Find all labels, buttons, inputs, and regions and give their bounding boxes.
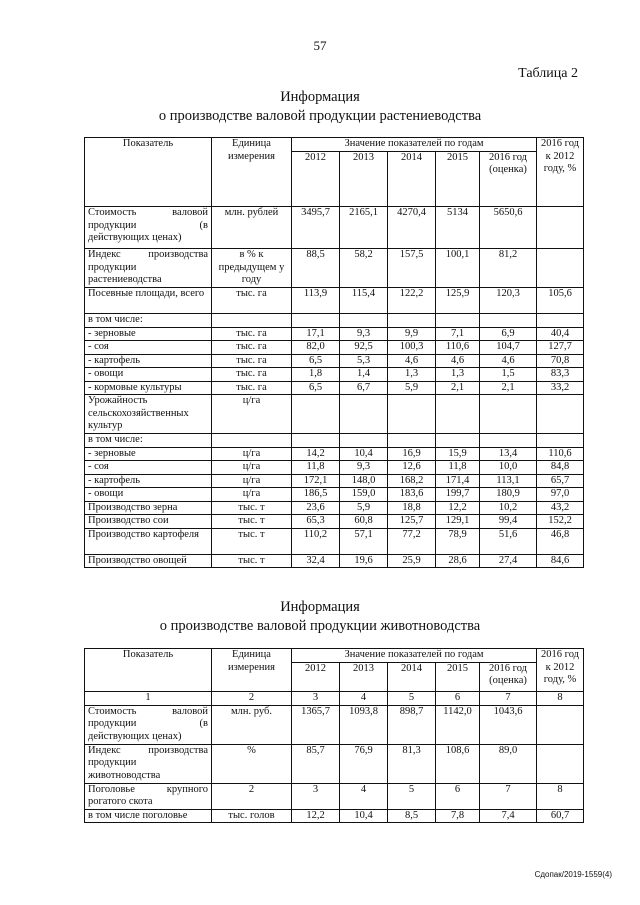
row-label: Стоимость валовой продукции (в действующих ценах) [85,705,212,744]
row-value [480,314,537,328]
table-row [85,461,584,475]
row-label: в том числе: [85,314,212,328]
row-value: 13,4 [480,447,537,461]
row-value [388,434,436,448]
row-value: 4,6 [436,354,480,368]
table-row [85,783,584,809]
row-value: 17,1 [292,327,340,341]
row-value: 12,2 [292,809,340,823]
row-unit: тыс. га [212,341,292,355]
row-unit: тыс. га [212,288,292,314]
table-row [85,488,584,502]
row-value: 6,9 [480,327,537,341]
plant-title-line2: о производстве валовой продукции растениеводства [158,108,482,124]
row-value: 5,3 [340,354,388,368]
row-value [436,314,480,328]
table-row [85,515,584,529]
plant-production-table [84,137,584,568]
row-unit: ц/га [212,474,292,488]
row-value: 10,2 [480,501,537,515]
row-value: 6,7 [340,381,388,395]
row-value: 129,1 [436,515,480,529]
row-value: 1093,8 [340,705,388,744]
row-label: Поголовье крупного рогатого скота [85,783,212,809]
row-value: 77,2 [388,528,436,554]
row-value: 5650,6 [480,207,537,249]
row-ratio: 84,8 [537,461,584,475]
row-unit: тыс. т [212,515,292,529]
table-row [85,381,584,395]
row-value: 89,0 [480,744,537,783]
row-value: 25,9 [388,554,436,568]
row-value: 10,4 [340,809,388,823]
row-label: - соя [85,461,212,475]
row-value: 78,9 [436,528,480,554]
row-value: 32,4 [292,554,340,568]
row-value: 8,5 [388,809,436,823]
row-value: 10,4 [340,447,388,461]
row-label: Производство овощей [85,554,212,568]
row-label: Индекс производства продукции животноводства [85,744,212,783]
plant-header-values-by-year: Значение показателей по годам [292,138,537,152]
row-value: 110,2 [292,528,340,554]
row-label: - картофель [85,474,212,488]
row-value: 100,3 [388,341,436,355]
row-value: 15,9 [436,447,480,461]
row-value: 9,9 [388,327,436,341]
row-value: 85,7 [292,744,340,783]
row-value: 1,4 [340,368,388,382]
column-number: 4 [340,692,388,706]
row-value: 125,9 [436,288,480,314]
row-value: 4270,4 [388,207,436,249]
animal-header-2013: 2013 [340,662,388,692]
row-value: 28,6 [436,554,480,568]
row-value: 14,2 [292,447,340,461]
row-value: 1142,0 [436,705,480,744]
plant-header-unit: Единица измерения [212,138,292,207]
row-value: 7 [480,783,537,809]
column-number: 7 [480,692,537,706]
row-value: 9,3 [340,327,388,341]
table-row [85,501,584,515]
row-value: 18,8 [388,501,436,515]
column-number: 1 [85,692,212,706]
row-value: 171,4 [436,474,480,488]
row-ratio [537,314,584,328]
row-value: 51,6 [480,528,537,554]
plant-header-ratio: 2016 год к 2012 году, % [537,138,584,207]
table-row [85,447,584,461]
row-value: 5134 [436,207,480,249]
plant-header-2013: 2013 [340,151,388,207]
row-value [388,314,436,328]
row-value: 110,6 [436,341,480,355]
animal-title-line2: о производстве валовой продукции животноводства [159,618,481,634]
row-value [436,395,480,434]
row-unit: тыс. га [212,327,292,341]
animal-header-2014: 2014 [388,662,436,692]
animal-title-line1: Информация [280,599,360,615]
column-number: 5 [388,692,436,706]
row-value: 6,5 [292,354,340,368]
row-ratio: 43,2 [537,501,584,515]
row-value: 58,2 [340,249,388,288]
row-ratio [537,705,584,744]
table-row [85,288,584,314]
row-value: 6,5 [292,381,340,395]
row-ratio: 84,6 [537,554,584,568]
row-unit: тыс. т [212,554,292,568]
row-value: 1,5 [480,368,537,382]
row-unit [212,314,292,328]
table-row [85,474,584,488]
row-value: 113,1 [480,474,537,488]
row-value: 57,1 [340,528,388,554]
table-row [85,809,584,823]
row-value [292,395,340,434]
row-value: 5,9 [340,501,388,515]
row-unit: % [212,744,292,783]
plant-header-2016-estimate: 2016 год (оценка) [480,151,537,207]
row-value: 1,8 [292,368,340,382]
row-value: 16,9 [388,447,436,461]
row-label: в том числе: [85,434,212,448]
row-label: Урожайность сельскохозяйственных культур [85,395,212,434]
row-ratio [537,207,584,249]
row-label: Производство сои [85,515,212,529]
animal-column-numbers-row [85,692,584,706]
row-value: 82,0 [292,341,340,355]
row-ratio: 33,2 [537,381,584,395]
row-value: 2,1 [436,381,480,395]
row-value: 148,0 [340,474,388,488]
row-value: 1043,6 [480,705,537,744]
row-value: 2165,1 [340,207,388,249]
table-row [85,744,584,783]
row-value: 115,4 [340,288,388,314]
row-unit: тыс. голов [212,809,292,823]
row-unit: тыс. т [212,528,292,554]
row-value: 12,6 [388,461,436,475]
row-ratio: 70,8 [537,354,584,368]
row-value: 92,5 [340,341,388,355]
animal-header-2015: 2015 [436,662,480,692]
table-label: Таблица 2 [518,66,578,81]
row-unit: млн. рублей [212,207,292,249]
row-value: 88,5 [292,249,340,288]
row-ratio [537,744,584,783]
row-label: - зерновые [85,447,212,461]
table-row [85,249,584,288]
table-row [85,528,584,554]
row-ratio: 60,7 [537,809,584,823]
row-value: 168,2 [388,474,436,488]
row-value: 3495,7 [292,207,340,249]
plant-header-2014: 2014 [388,151,436,207]
row-value: 5,9 [388,381,436,395]
row-value: 113,9 [292,288,340,314]
row-value: 180,9 [480,488,537,502]
row-unit: 2 [212,783,292,809]
row-ratio: 110,6 [537,447,584,461]
row-value: 122,2 [388,288,436,314]
column-number: 6 [436,692,480,706]
row-value: 9,3 [340,461,388,475]
animal-header-unit: Единица измерения [212,649,292,692]
row-value: 6 [436,783,480,809]
row-value: 199,7 [436,488,480,502]
row-value: 1365,7 [292,705,340,744]
row-ratio: 40,4 [537,327,584,341]
row-value [292,314,340,328]
row-value: 104,7 [480,341,537,355]
row-value: 7,1 [436,327,480,341]
row-ratio: 105,6 [537,288,584,314]
plant-header-2012: 2012 [292,151,340,207]
table-row [85,395,584,434]
animal-title-block [0,598,640,636]
row-value: 23,6 [292,501,340,515]
row-value: 1,3 [388,368,436,382]
document-stamp: Сдопак/2019-1559(4) [534,870,612,879]
animal-header-2012: 2012 [292,662,340,692]
row-label: Индекс производства продукции растениеводства [85,249,212,288]
row-label: - картофель [85,354,212,368]
row-value [480,395,537,434]
row-ratio: 65,7 [537,474,584,488]
row-unit: ц/га [212,488,292,502]
row-label: - овощи [85,488,212,502]
row-value: 27,4 [480,554,537,568]
row-value: 65,3 [292,515,340,529]
row-value: 11,8 [292,461,340,475]
row-unit: ц/га [212,395,292,434]
page-number: 57 [313,38,327,53]
row-value: 898,7 [388,705,436,744]
row-value: 81,2 [480,249,537,288]
animal-header-row [85,649,584,663]
animal-production-table [84,648,584,823]
table-row [85,341,584,355]
row-ratio: 97,0 [537,488,584,502]
row-label: Стоимость валовой продукции (в действующих ценах) [85,207,212,249]
row-value: 10,0 [480,461,537,475]
animal-header-2016-estimate: 2016 год (оценка) [480,662,537,692]
row-label: Производство зерна [85,501,212,515]
column-number: 3 [292,692,340,706]
row-ratio: 46,8 [537,528,584,554]
row-value: 172,1 [292,474,340,488]
row-value: 4,6 [480,354,537,368]
row-value: 125,7 [388,515,436,529]
row-value: 7,4 [480,809,537,823]
row-value: 108,6 [436,744,480,783]
row-ratio [537,434,584,448]
row-ratio: 83,3 [537,368,584,382]
row-value [480,434,537,448]
plant-header-indicator: Показатель [85,138,212,207]
row-unit: млн. руб. [212,705,292,744]
plant-title-block [0,88,640,126]
row-value: 5 [388,783,436,809]
row-value: 7,8 [436,809,480,823]
row-unit: тыс. т [212,501,292,515]
row-ratio [537,249,584,288]
row-value: 60,8 [340,515,388,529]
plant-header-row [85,138,584,152]
table-row [85,327,584,341]
row-value: 19,6 [340,554,388,568]
row-label: - кормовые культуры [85,381,212,395]
row-unit: в % к предыдущем у году [212,249,292,288]
row-ratio: 127,7 [537,341,584,355]
column-number: 2 [212,692,292,706]
row-value: 183,6 [388,488,436,502]
row-value [436,434,480,448]
row-value: 120,3 [480,288,537,314]
animal-header-ratio: 2016 год к 2012 году, % [537,649,584,692]
animal-header-indicator: Показатель [85,649,212,692]
row-ratio: 8 [537,783,584,809]
row-value: 11,8 [436,461,480,475]
row-label: - соя [85,341,212,355]
row-unit: ц/га [212,447,292,461]
row-value: 100,1 [436,249,480,288]
table-row [85,705,584,744]
row-label: в том числе поголовье [85,809,212,823]
row-value: 81,3 [388,744,436,783]
plant-header-2015: 2015 [436,151,480,207]
row-value: 3 [292,783,340,809]
row-value [340,395,388,434]
row-value: 157,5 [388,249,436,288]
column-number: 8 [537,692,584,706]
row-value [340,434,388,448]
row-value [292,434,340,448]
row-label: Посевные площади, всего [85,288,212,314]
row-value: 99,4 [480,515,537,529]
row-value: 2,1 [480,381,537,395]
row-value: 186,5 [292,488,340,502]
row-unit [212,434,292,448]
row-value: 4 [340,783,388,809]
row-label: Производство картофеля [85,528,212,554]
row-unit: тыс. га [212,368,292,382]
animal-header-values-by-year: Значение показателей по годам [292,649,537,663]
row-value: 4,6 [388,354,436,368]
row-value: 1,3 [436,368,480,382]
table-row [85,207,584,249]
row-unit: ц/га [212,461,292,475]
row-value [388,395,436,434]
table-row [85,354,584,368]
row-ratio [537,395,584,434]
table-row [85,314,584,328]
row-label: - зерновые [85,327,212,341]
row-value: 76,9 [340,744,388,783]
plant-title-line1: Информация [280,89,360,105]
table-row [85,434,584,448]
table-row [85,368,584,382]
row-label: - овощи [85,368,212,382]
row-value: 159,0 [340,488,388,502]
row-value: 12,2 [436,501,480,515]
row-value [340,314,388,328]
table-row [85,554,584,568]
row-ratio: 152,2 [537,515,584,529]
row-unit: тыс. га [212,354,292,368]
row-unit: тыс. га [212,381,292,395]
